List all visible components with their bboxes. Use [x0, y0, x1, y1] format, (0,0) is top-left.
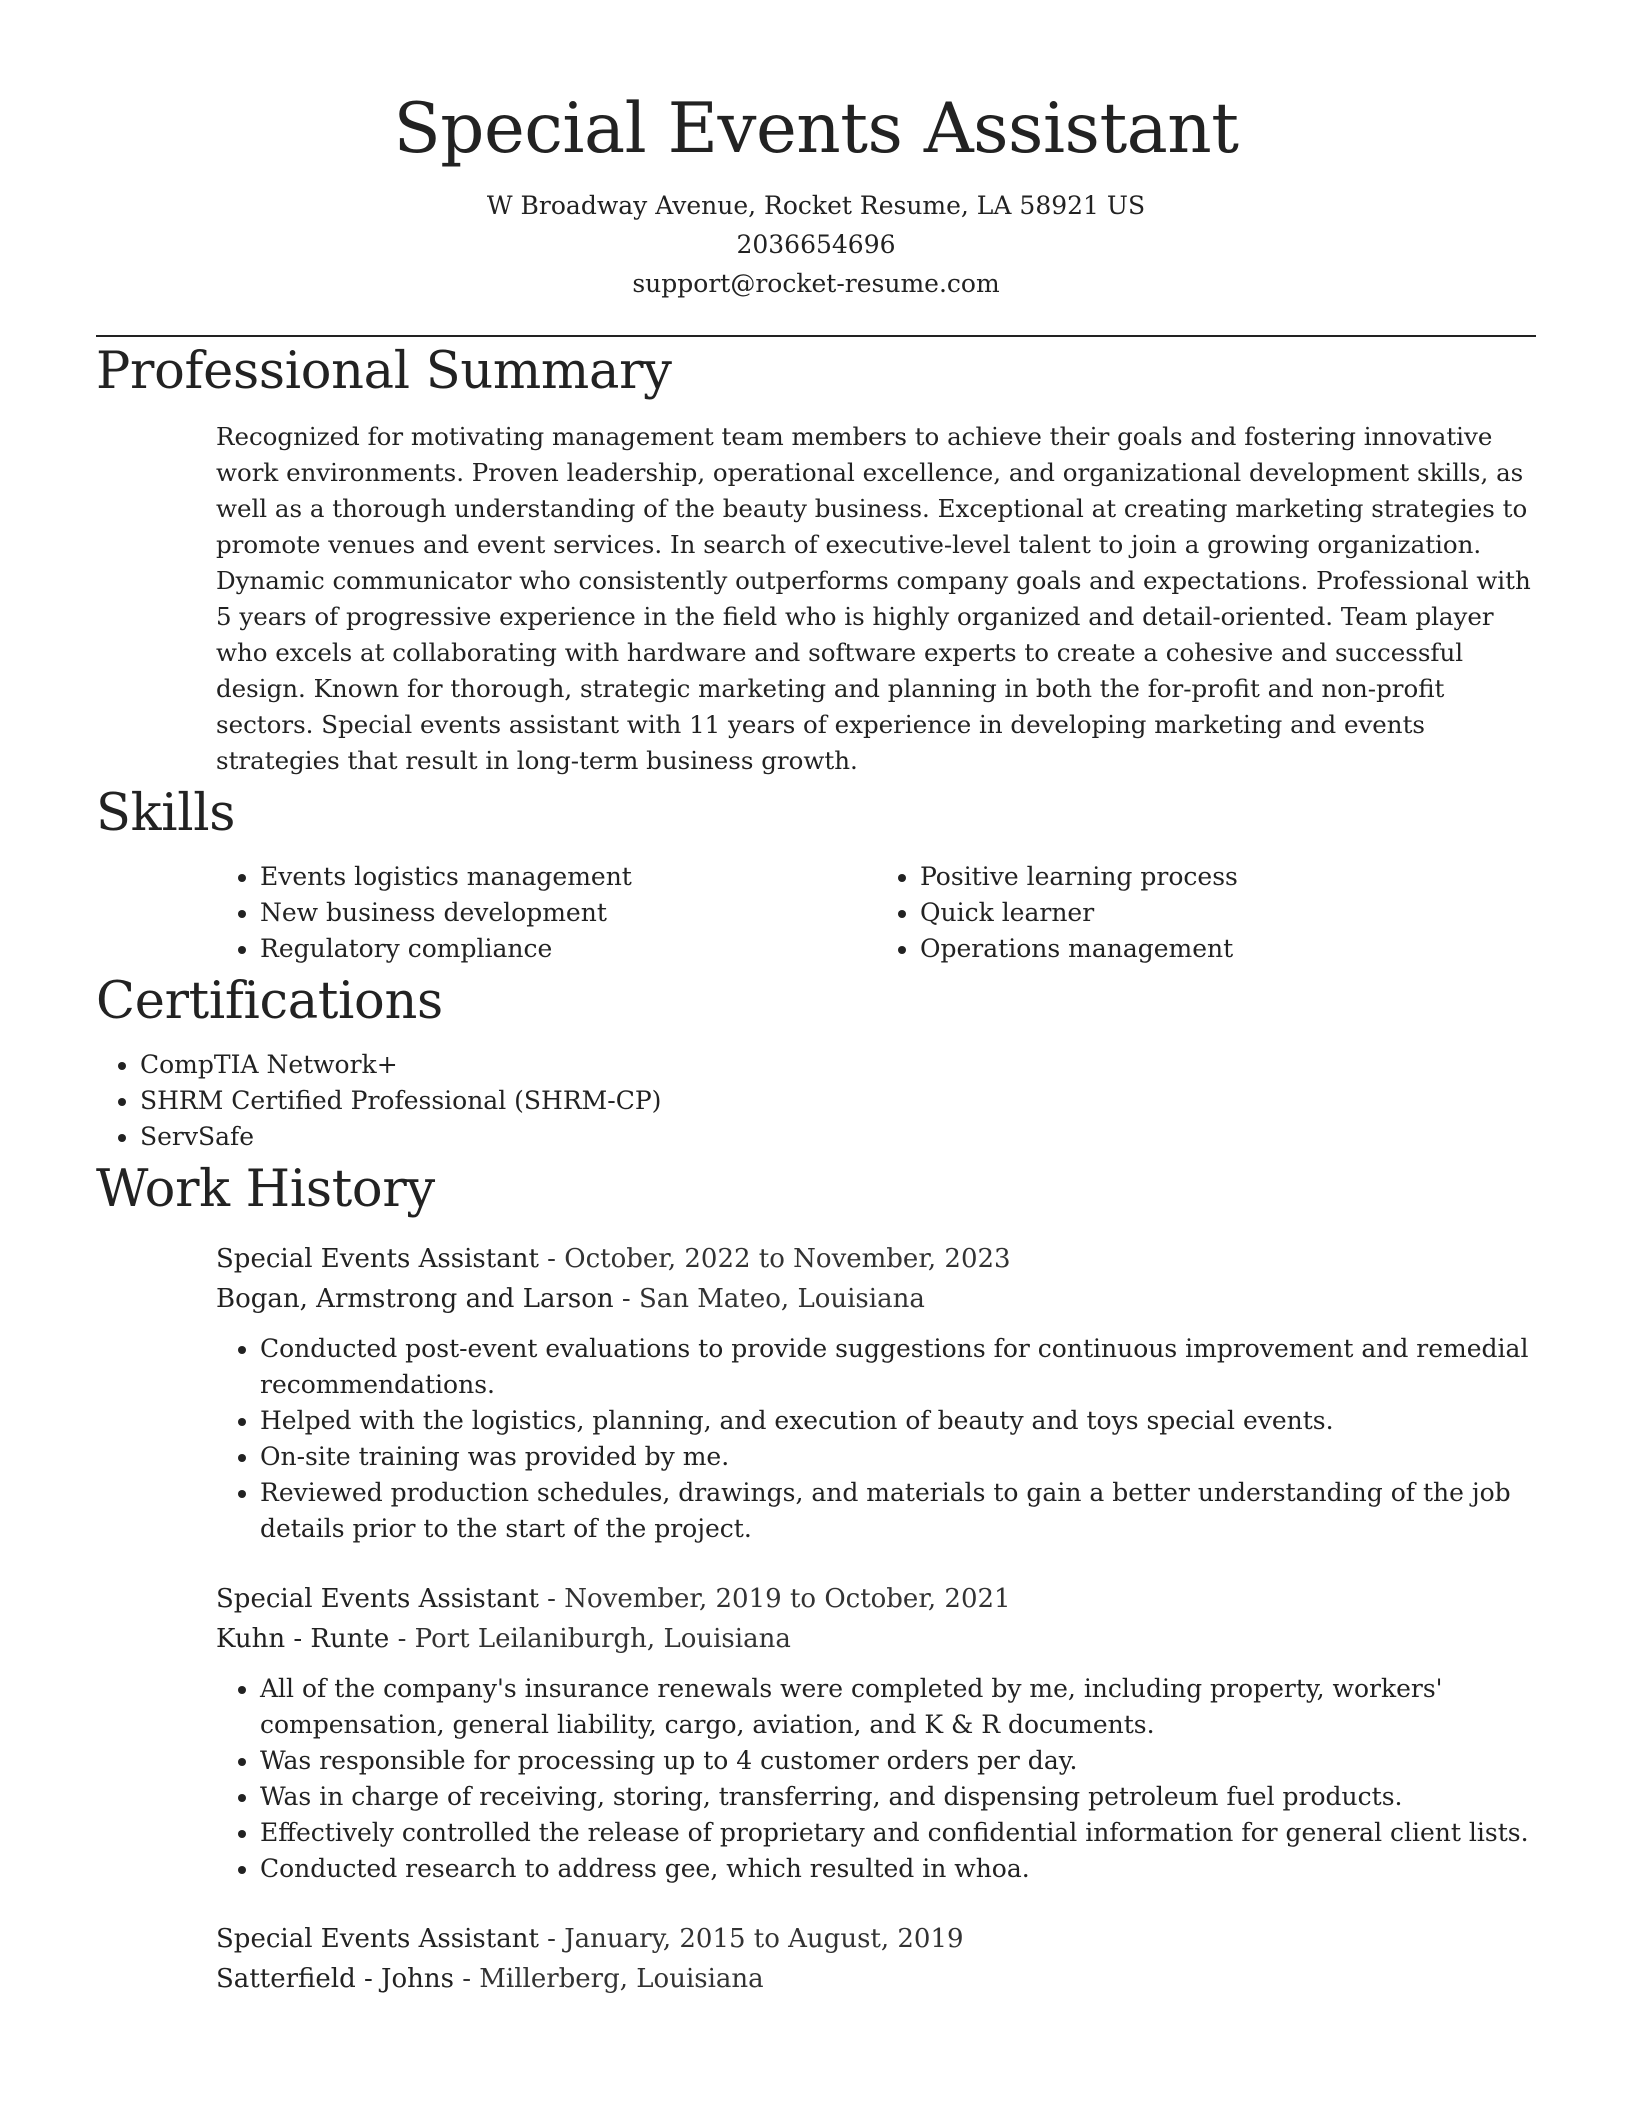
skill-item: • Quick learner: [920, 895, 1536, 931]
skill-item: • New business development: [260, 895, 876, 931]
contact-address: W Broadway Avenue, Rocket Resume, LA 58921 US: [486, 191, 1146, 220]
separator: -: [538, 1584, 565, 1614]
job-bullet: • Conducted post-event evaluations to provide suggestions for continuous improvement and remedial recommendations.: [260, 1331, 1536, 1403]
job-bullet: • Was responsible for processing up to 4 customer orders per day.: [260, 1743, 1536, 1779]
skills-columns: [216, 859, 1536, 967]
certification-item: • CompTIA Network+: [140, 1047, 1536, 1083]
certifications-list: [96, 1047, 1536, 1155]
skills-list-right: [876, 859, 1536, 967]
separator: -: [538, 1244, 565, 1274]
job-dates: January, 2015 to August, 2019: [564, 1924, 964, 1954]
skills-section: [96, 779, 1536, 967]
resume-header: [96, 0, 1536, 303]
job-company-line: [216, 1619, 1536, 1659]
skills-heading: Skills: [96, 784, 236, 843]
skill-item: • Operations management: [920, 931, 1536, 967]
job-title: Special Events Assistant: [216, 1584, 539, 1614]
job-company: Kuhn - Runte: [216, 1624, 390, 1654]
job-company-line: [216, 1279, 1536, 1319]
professional-summary-section: [96, 337, 1536, 779]
separator: -: [538, 1924, 565, 1954]
job-location: San Mateo, Louisiana: [638, 1284, 925, 1314]
job-bullet: • All of the company's insurance renewals were completed by me, including property, workers' compensation, general liability, cargo, aviation, and K & R documents.: [260, 1671, 1536, 1743]
certification-item: • SHRM Certified Professional (SHRM-CP): [140, 1083, 1536, 1119]
job-title-line: [216, 1919, 1536, 1959]
job-entry: [216, 1239, 1536, 1547]
separator: -: [613, 1284, 639, 1314]
job-title: Special Events Assistant: [216, 1244, 539, 1274]
job-title-line: [216, 1579, 1536, 1619]
certifications-section: [96, 967, 1536, 1155]
job-dates: October, 2022 to November, 2023: [564, 1244, 1011, 1274]
contact-phone: 2036654696: [736, 230, 896, 259]
job-bullets: [216, 1671, 1536, 1887]
skill-item: • Regulatory compliance: [260, 931, 876, 967]
candidate-name: Special Events Assistant: [393, 89, 1239, 169]
job-location: Port Leilaniburgh, Louisiana: [414, 1624, 791, 1654]
skills-list-left: [216, 859, 876, 967]
work-history-section: [96, 1155, 1536, 1999]
certification-item: • ServSafe: [140, 1119, 1536, 1155]
job-bullet: • Was in charge of receiving, storing, transferring, and dispensing petroleum fuel products.: [260, 1779, 1536, 1815]
job-bullet: • Reviewed production schedules, drawings, and materials to gain a better understanding of the job details prior to the start of the project.: [260, 1475, 1536, 1547]
certifications-heading: Certifications: [96, 972, 443, 1031]
job-bullet: • Helped with the logistics, planning, and execution of beauty and toys special events.: [260, 1403, 1536, 1439]
separator: -: [389, 1624, 415, 1654]
job-entry: [216, 1579, 1536, 1887]
professional-summary-heading: Professional Summary: [96, 342, 672, 401]
job-company-line: [216, 1959, 1536, 1999]
contact-email: support@rocket-resume.com: [632, 269, 1000, 298]
job-company: Bogan, Armstrong and Larson: [216, 1284, 614, 1314]
job-title-line: [216, 1239, 1536, 1279]
job-bullets: [216, 1331, 1536, 1547]
job-bullet: • Conducted research to address gee, which resulted in whoa.: [260, 1851, 1536, 1887]
job-title: Special Events Assistant: [216, 1924, 539, 1954]
job-location: Millerberg, Louisiana: [479, 1964, 764, 1994]
job-bullet: • On-site training was provided by me.: [260, 1439, 1536, 1475]
skill-item: • Events logistics management: [260, 859, 876, 895]
skill-item: • Positive learning process: [920, 859, 1536, 895]
job-bullet: • Effectively controlled the release of proprietary and confidential information for general client lists.: [260, 1815, 1536, 1851]
job-entry: [216, 1919, 1536, 1999]
job-company: Satterfield - Johns: [216, 1964, 454, 1994]
job-dates: November, 2019 to October, 2021: [564, 1584, 1011, 1614]
work-history-heading: Work History: [96, 1160, 435, 1219]
separator: -: [453, 1964, 480, 1994]
contact-block: [96, 186, 1536, 303]
professional-summary-text: Recognized for motivating management team members to achieve their goals and fostering innovative work environments. Proven leadership, operational excellence, and organizational development skills, as well as a thorough understanding of the beauty business. Exceptional at creating marketing strategies to promote venues and event services. In search of executive-level talent to join a growing organization. Dynamic communicator who consistently outperforms company goals and expectations. Professional with 5 years of progressive experience in the field who is highly organized and detail-oriented. Team player who excels at collaborating with hardware and software experts to create a cohesive and successful design. Known for thorough, strategic marketing and planning in both the for-profit and non-profit sectors. Special events assistant with 11 years of experience in developing marketing and events strategies that result in long-term business growth.: [216, 422, 1531, 775]
